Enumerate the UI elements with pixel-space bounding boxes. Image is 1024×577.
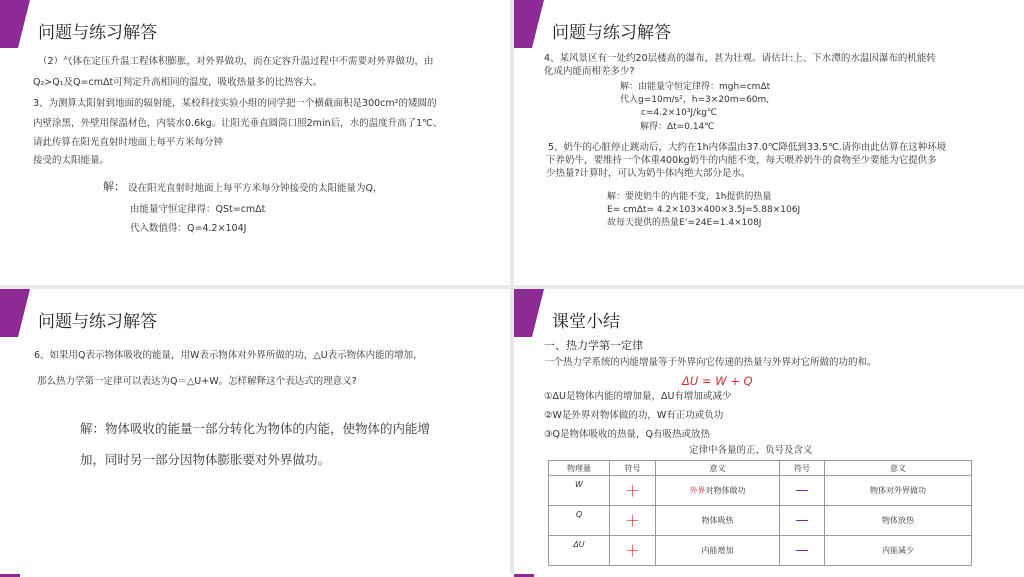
formula: ΔU = W + Q <box>682 374 753 388</box>
minus-sign: — <box>780 506 825 536</box>
text-line: 接受的太阳能量。 <box>33 155 110 166</box>
meaning-cell: 内能减少 <box>825 536 972 566</box>
header-cell: 符号 <box>780 461 825 476</box>
slide-2 <box>514 0 1024 285</box>
list-item: ②W是外界对物体做的功，W有正功或负功 <box>544 410 724 421</box>
solution-line: 代入g=10m/s²，h=3×20m=60m, <box>620 95 770 105</box>
sign-table <box>548 460 972 566</box>
header-cell: 意义 <box>656 461 780 476</box>
solution-line: 解：要使奶牛的内能不变，1h提供的热量 <box>607 192 772 202</box>
solution-label: 解： <box>103 180 125 193</box>
table-row <box>549 506 972 536</box>
plus-sign: ＋ <box>610 536 656 566</box>
text-line: Q₂>Q₁及Q=cmΔt可判定升高相同的温度，吸收热量多的比热容大。 <box>33 77 323 88</box>
slide-title: 问题与练习解答 <box>38 312 157 332</box>
slide-3 <box>0 289 510 574</box>
solution-line: 设在阳光直射时地面上每平方米每分钟接受的太阳能量为Q， <box>128 183 383 194</box>
question-4-line: 4、某风景区有一处约20层楼高的瀑布，甚为壮观。请估计:上、下水潭的水温因瀑布的机能转 <box>544 53 936 64</box>
question-6-line: 那么热力学第一定律可以表达为Q＝△U+W。怎样解释这个表达式的理意义? <box>37 376 357 387</box>
text-line: 请此传算在阳光直射时地面上每平方米每分钟 <box>33 137 224 148</box>
slide-title: 问题与练习解答 <box>552 23 671 43</box>
quantity-cell: W <box>549 476 610 506</box>
list-item: ③Q是物体吸收的热量，Q有吸热或放热 <box>544 429 710 440</box>
table-row <box>549 476 972 506</box>
question-4-line: 化成内能而相差多少? <box>544 66 635 77</box>
meaning-cell: 物体对外界做功 <box>825 476 972 506</box>
text-line: 内壁涂黑，外壁用保温材色，内装水0.6kg。让阳光垂直圆筒口照2min后，水的温度升高了1℃、 <box>33 118 443 129</box>
header-cell: 符号 <box>610 461 656 476</box>
minus-sign: — <box>780 536 825 566</box>
meaning-cell: 物体放热 <box>825 506 972 536</box>
question-5-line: 下养奶牛，要维持一个体重400kg奶牛的内能不变，每天喂养奶牛的食物至少要能为它提供多 <box>546 155 937 166</box>
slide-title: 课堂小结 <box>552 312 620 332</box>
header-cell: 意义 <box>825 461 972 476</box>
header-cell: 物理量 <box>549 461 610 476</box>
question-5-line: 5、奶牛的心脏停止跳动后，大约在1h内体温由37.0℃降低到33.5℃.请你由此估算在这种环境 <box>548 142 947 153</box>
quantity-cell: Q <box>549 506 610 536</box>
meaning-cell <box>656 476 780 506</box>
list-item: ①ΔU是物体内能的增加量，ΔU有增加或减少 <box>544 391 732 402</box>
section-heading: 一、热力学第一定律 <box>544 339 643 352</box>
highlight-text: 外界 <box>689 486 706 495</box>
slide-title: 问题与练习解答 <box>38 23 157 43</box>
table-row <box>549 536 972 566</box>
solution-line: 代入数值得：Q=4.2×104J <box>130 223 247 234</box>
text-line: （2）气体在定压升温工程体积膨胀，对外界做功，而在定容升温过程中不需要对外界做功，由 <box>38 56 434 67</box>
solution-line: 由能量守恒定律得：QSt=cmΔt <box>130 204 266 215</box>
quantity-cell: ΔU <box>549 536 610 566</box>
solution-line: c=4.2×10³J/kg℃ <box>641 108 718 118</box>
minus-sign: — <box>780 476 825 506</box>
answer-line: 加，同时另一部分因物体膨胀要对外界做功。 <box>80 452 331 467</box>
question-5-line: 少热量?计算时，可认为奶牛体内绝大部分是水。 <box>546 168 751 179</box>
text-line: 3、为测算太阳射到地面的辐射能，某校科技实验小组的同学把一个横截面积是300cm²的矮圆的 <box>33 98 437 109</box>
table-header-row <box>549 461 972 476</box>
question-6-line: 6、如果用Q表示物体吸收的能量，用W表示物体对外界所做的功，△U表示物体内能的增加， <box>34 350 423 361</box>
plus-sign: ＋ <box>610 506 656 536</box>
slide-4 <box>514 289 1024 574</box>
solution-line: 解得：Δt=0.14℃ <box>640 122 715 132</box>
answer-line: 解：物体吸收的能量一部分转化为物体的内能，使物体的内能增 <box>80 421 431 436</box>
solution-line: E= cmΔt= 4.2×103×400×3.5J=5.88×106J <box>607 205 801 215</box>
meaning-cell: 物体吸热 <box>656 506 780 536</box>
solution-line: 故每天提供的热量E’=24E=1.4×108J <box>607 218 762 228</box>
solution-line: 解：由能量守恒定律得：mgh=cmΔt <box>620 82 771 92</box>
meaning-cell: 内能增加 <box>656 536 780 566</box>
meaning-text: 对物体做功 <box>705 486 746 495</box>
slide-1 <box>0 0 510 285</box>
table-caption: 定律中各量的正、负号及含义 <box>689 445 813 456</box>
law-description: 一个热力学系统的内能增量等于外界向它传递的热量与外界对它所做的功的和。 <box>544 357 877 368</box>
plus-sign: ＋ <box>610 476 656 506</box>
